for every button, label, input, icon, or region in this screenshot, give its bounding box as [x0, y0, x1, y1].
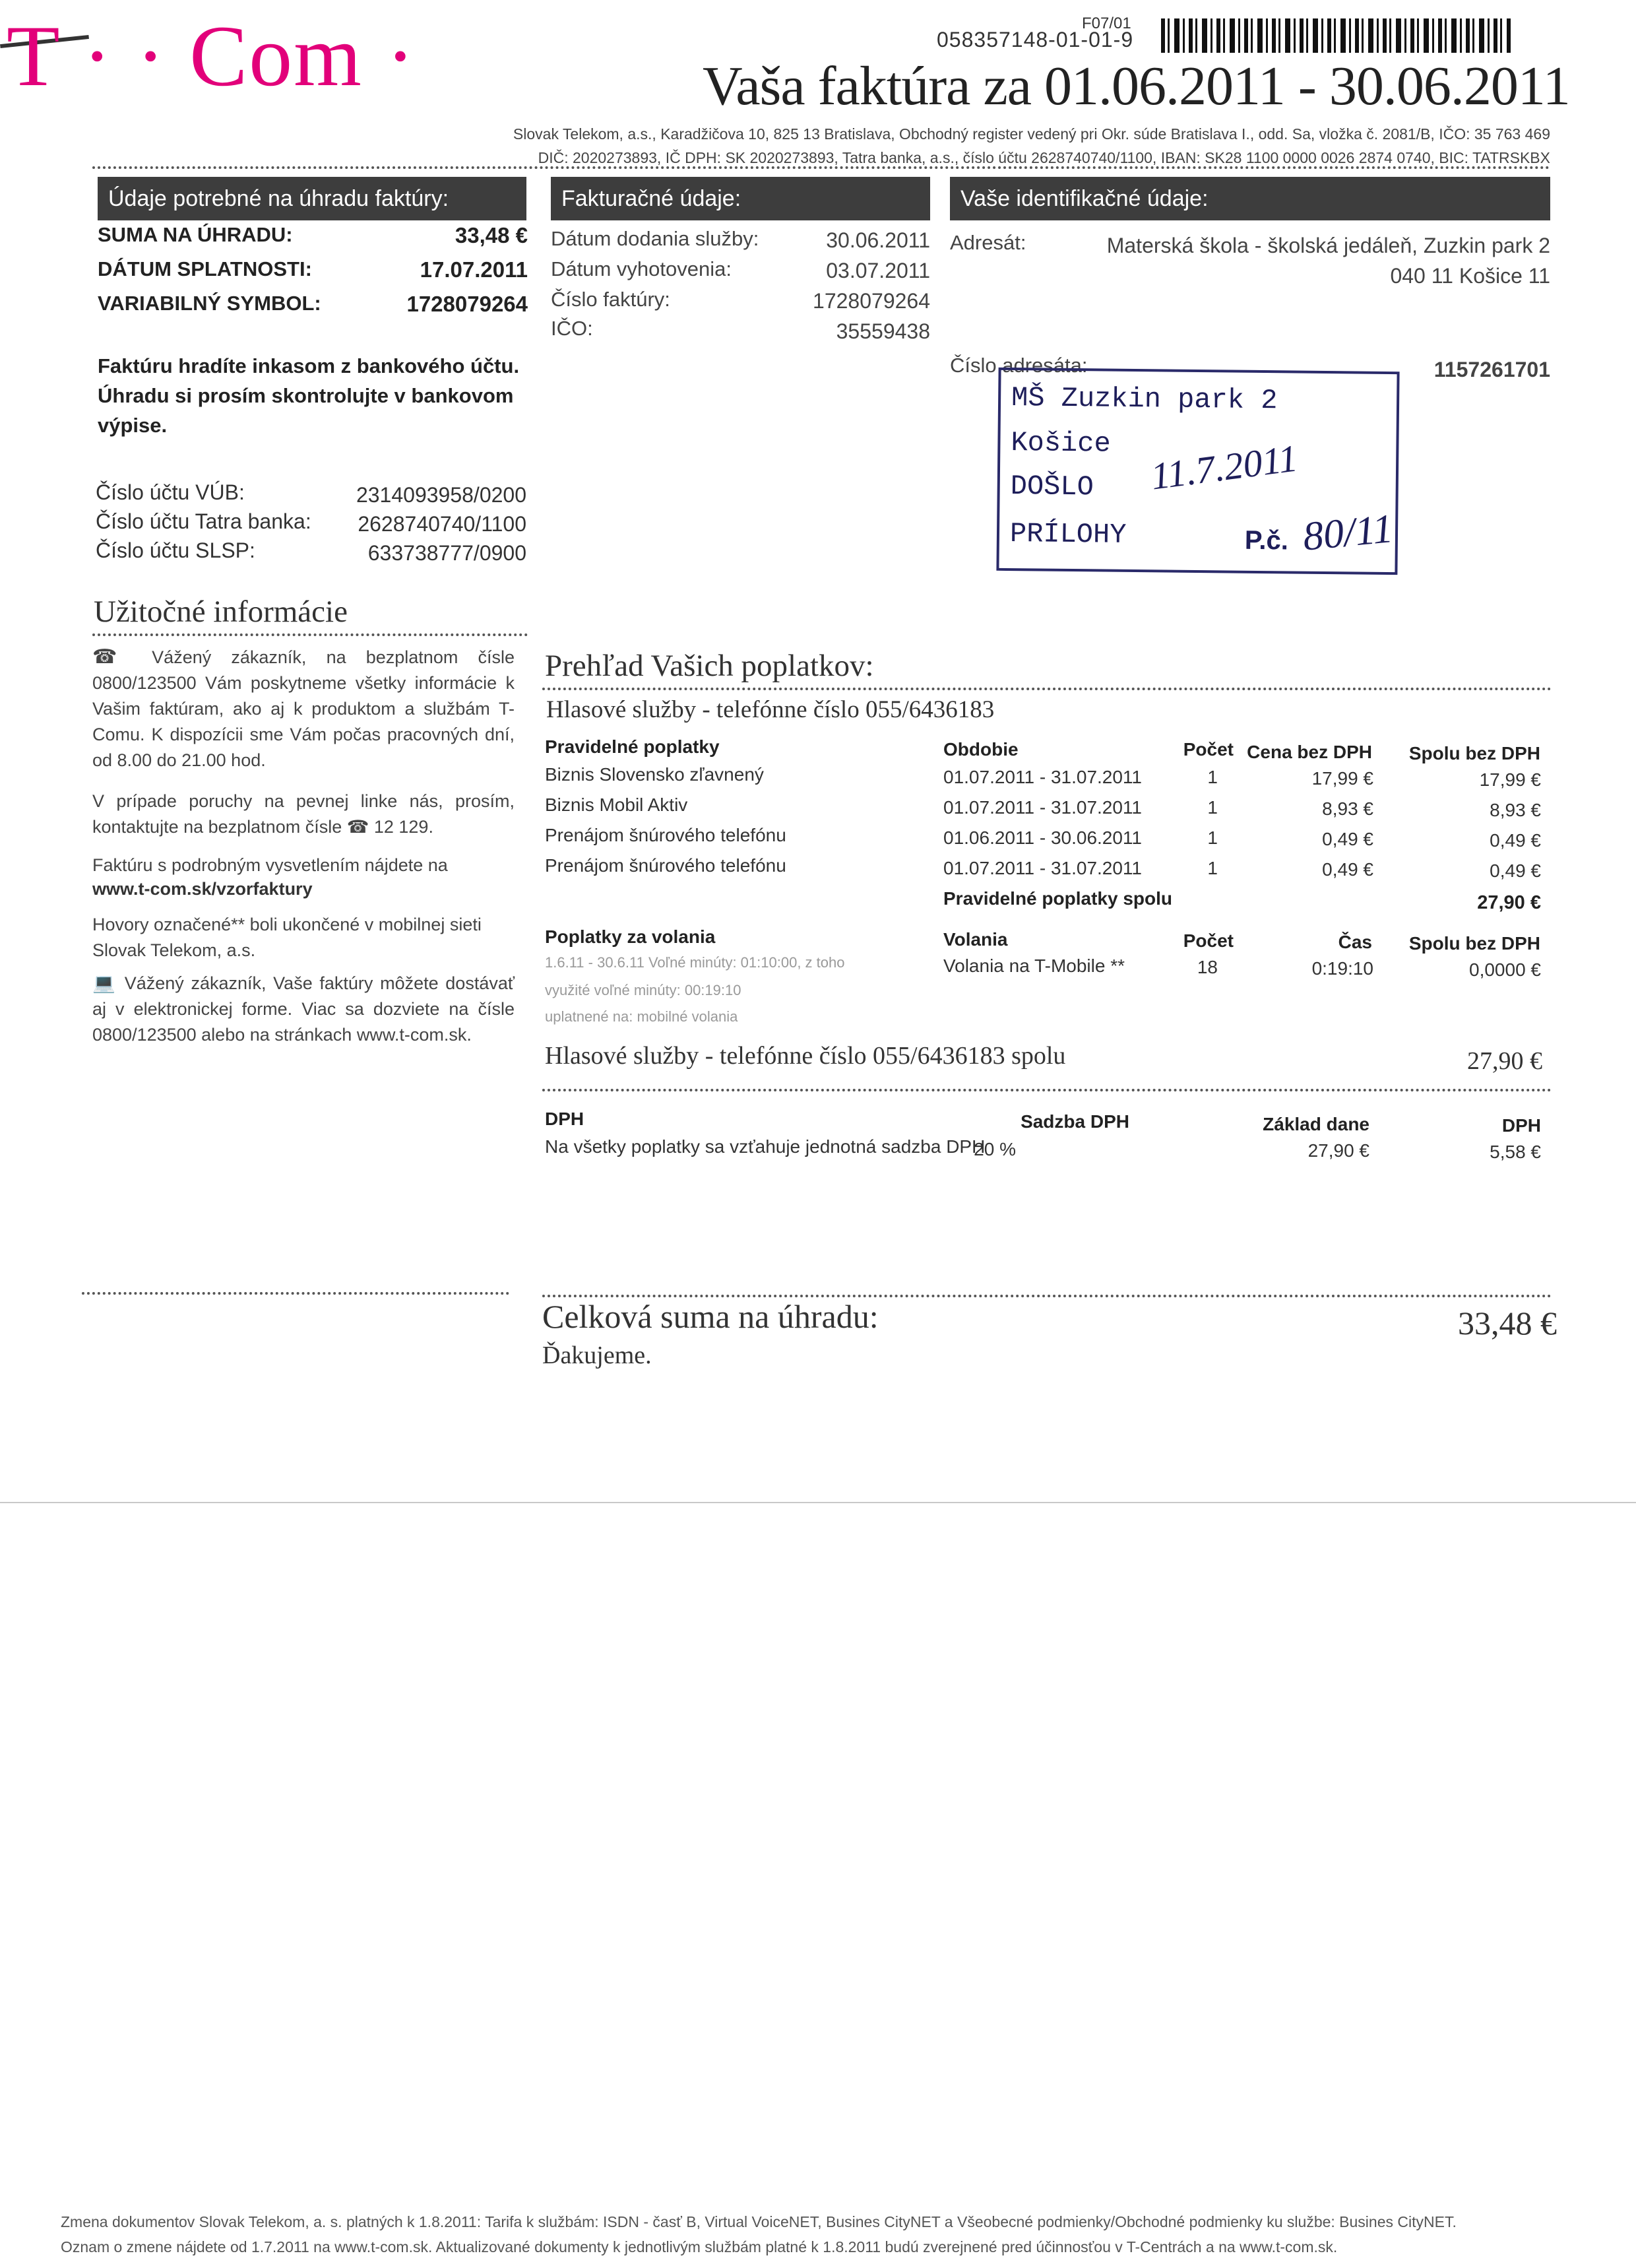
call-type: Volania na T-Mobile ** — [943, 956, 1125, 976]
stamp-line3: DOŠLO — [1010, 470, 1094, 503]
table-row — [545, 794, 1541, 824]
fee-total: 0,49 € — [1490, 830, 1541, 851]
billing-row-value: 03.07.2011 — [826, 259, 930, 282]
regular-header-price: Cena bez DPH — [1247, 742, 1372, 762]
info-divider — [92, 633, 528, 636]
fee-name: Prenájom šnúrového telefónu — [545, 855, 786, 876]
account-value: 633738777/0900 — [367, 541, 526, 565]
vat-header-rate: Sadzba DPH — [1021, 1111, 1129, 1132]
regular-header-name: Pravidelné poplatky — [545, 736, 720, 757]
fee-count: 1 — [1207, 827, 1218, 848]
vat-header-label: DPH — [545, 1109, 584, 1129]
logo-text: T · · Com · — [7, 7, 416, 104]
paper-fold-line — [0, 1502, 1636, 1503]
table-row — [545, 764, 1541, 793]
fee-price: 17,99 € — [1311, 768, 1373, 789]
fee-period: 01.07.2011 - 31.07.2011 — [943, 767, 1142, 787]
fee-price: 0,49 € — [1322, 859, 1373, 880]
billing-heading: Fakturačné údaje: — [551, 177, 930, 220]
fee-total: 0,49 € — [1490, 860, 1541, 881]
received-stamp — [996, 368, 1399, 575]
call-count: 18 — [1197, 957, 1218, 977]
service-total-label: Hlasové služby - telefónne číslo 055/6436183 spolu — [545, 1042, 1066, 1070]
info-text: Vážený zákazník, Vaše faktúry môžete dostávať aj v elektronickej forme. Viac sa dozviete na čísle 0800/123500 alebo na stránkach www.t-com.sk. — [92, 973, 515, 1045]
table-row — [545, 1136, 1541, 1165]
fee-price: 0,49 € — [1322, 829, 1373, 849]
payment-heading: Údaje potrebné na úhradu faktúry: — [98, 177, 526, 220]
regular-header-period: Obdobie — [943, 739, 1019, 760]
payment-row-label: SUMA NA ÚHRADU: — [98, 223, 293, 246]
service-total-value: 27,90 € — [1467, 1047, 1542, 1075]
vat-rate: 20 % — [974, 1139, 1016, 1159]
info-paragraph: Hovory označené** boli ukončené v mobilnej sieti Slovak Telekom, a.s. — [92, 915, 482, 960]
vat-note: Na všetky poplatky sa vzťahuje jednotná sadzba DPH — [545, 1136, 986, 1157]
left-bottom-divider — [82, 1292, 509, 1295]
grand-total-label: Celková suma na úhradu: — [542, 1298, 879, 1335]
document-number: 058357148-01-01-9 — [937, 28, 1134, 51]
identification-heading: Vaše identifikačné údaje: — [950, 177, 1550, 220]
payment-row-value: 17.07.2011 — [420, 257, 528, 282]
addressee-line1: Materská škola - školská jedáleň, Zuzkin park 2 — [1106, 234, 1550, 257]
header-divider — [92, 166, 1550, 169]
fee-count: 1 — [1207, 767, 1218, 787]
regular-total-value: 27,90 € — [1477, 892, 1541, 913]
company-info-line2: DIČ: 2020273893, IČ DPH: SK 2020273893, Tatra banka, a.s., číslo účtu 2628740740/1100, IBAN: SK28 1100 0000 0026 2874 0740, BIC: TATRSKBX — [538, 149, 1550, 166]
regular-header-total: Spolu bez DPH — [1408, 743, 1540, 763]
fee-count: 1 — [1207, 797, 1218, 818]
billing-row-value: 30.06.2011 — [826, 228, 930, 252]
company-info-line1: Slovak Telekom, a.s., Karadžičova 10, 825 13 Bratislava, Obchodný register vedený pri Okr. súde Bratislava I., odd. Sa, vložka č. 2081/B, IČO: 35 763 469 — [513, 125, 1550, 143]
account-label: Číslo účtu VÚB: — [96, 480, 245, 504]
call-time: 0:19:10 — [1311, 958, 1373, 979]
stamp-handwritten-date: 11.7.2011 — [1148, 436, 1300, 498]
vat-base: 27,90 € — [1307, 1140, 1369, 1161]
vat-amount: 5,58 € — [1490, 1142, 1541, 1162]
free-minutes-note: využité voľné minúty: 00:19:10 — [545, 982, 741, 998]
regular-total-label: Pravidelné poplatky spolu — [943, 888, 1172, 909]
tcom-logo — [0, 7, 462, 104]
info-paragraph — [92, 644, 515, 773]
billing-row-value: 1728079264 — [813, 289, 930, 313]
addressee-line2: 040 11 Košice 11 — [1390, 264, 1550, 288]
fee-name: Prenájom šnúrového telefónu — [545, 825, 786, 845]
stamp-pc-label: P.č. — [1244, 525, 1289, 556]
addressee-label: Adresát: — [950, 231, 1026, 254]
info-text: Vážený zákazník, na bezplatnom čísle 0800/123500 Vám poskytneme všetky informácie k Vašim faktúram, ako aj k produktom a službám T-Comu. K dispozícii sme Vám počas pracovných dní, od 8.00 do 21.00 hod. — [92, 647, 515, 770]
fee-name: Biznis Slovensko zľavnený — [545, 764, 764, 785]
calls-header-count: Počet — [1183, 930, 1234, 951]
fee-total: 8,93 € — [1490, 800, 1541, 820]
calls-header-name: Poplatky za volania — [545, 926, 716, 947]
phone-icon: ☎ — [92, 646, 133, 668]
info-heading: Užitočné informácie — [94, 595, 348, 629]
info-paragraph: Faktúru s podrobným vysvetlením nájdete na — [92, 855, 448, 875]
barcode — [1161, 18, 1511, 53]
computer-icon: 💻 — [92, 973, 118, 993]
account-label: Číslo účtu Tatra banka: — [96, 509, 311, 533]
fee-total: 17,99 € — [1479, 769, 1541, 790]
vzorfaktury-link[interactable]: www.t-com.sk/vzorfaktury — [92, 879, 313, 899]
fee-name: Biznis Mobil Aktiv — [545, 794, 688, 815]
billing-row-label: IČO: — [551, 317, 593, 340]
account-value: 2628740740/1100 — [358, 512, 526, 536]
calls-header-type: Volania — [943, 929, 1008, 950]
addressee-number-label: Číslo adresáta: — [950, 354, 1088, 377]
payment-note: Faktúru hradíte inkasom z bankového účtu. Úhradu si prosím skontrolujte v bankovom výpise. — [98, 354, 520, 437]
vat-header-base: Základ dane — [1263, 1114, 1369, 1134]
account-label: Číslo účtu SLSP: — [96, 538, 255, 562]
free-minutes-note: uplatnené na: mobilné volania — [545, 1008, 738, 1025]
billing-row-label: Číslo faktúry: — [551, 288, 670, 311]
overview-divider — [542, 688, 1552, 690]
billing-row-value: 35559438 — [836, 319, 930, 343]
payment-row-label: VARIABILNÝ SYMBOL: — [98, 292, 321, 315]
call-total: 0,0000 € — [1469, 959, 1541, 980]
stamp-line4: PRÍLOHY — [1009, 518, 1127, 551]
service-title: Hlasové služby - telefónne číslo 055/6436183 — [546, 696, 995, 723]
vat-header-amount: DPH — [1501, 1115, 1541, 1136]
stamp-line2: Košice — [1011, 427, 1111, 460]
calls-header-time: Čas — [1338, 932, 1372, 952]
fee-period: 01.07.2011 - 31.07.2011 — [943, 797, 1142, 818]
overview-heading: Prehľad Vašich poplatkov: — [545, 649, 874, 683]
footer-line2: Oznam o zmene nájdete od 1.7.2011 na www.t-com.sk. Aktualizované dokumenty k jednotlivým službám platné k 1.8.2011 budú zverejnené pred účinnosťou v T-Centrách a na www.t-com.sk. — [61, 2238, 1338, 2255]
info-paragraph: V prípade poruchy na pevnej linke nás, prosím, kontaktujte na bezplatnom čísle ☎ 12 129. — [92, 791, 515, 837]
table-row — [545, 855, 1541, 884]
billing-row-label: Dátum dodania služby: — [551, 227, 759, 250]
stamp-line1: MŠ Zuzkin park 2 — [1011, 382, 1278, 417]
table-row — [545, 825, 1541, 854]
calls-header-total: Spolu bez DPH — [1408, 933, 1540, 954]
payment-row-label: DÁTUM SPLATNOSTI: — [98, 257, 312, 280]
table-row — [943, 956, 1541, 985]
grand-total-value: 33,48 € — [1458, 1305, 1557, 1342]
stamp-handwritten-number: 80/11 — [1301, 506, 1395, 560]
addressee-number-value: 1157261701 — [1433, 358, 1550, 381]
info-paragraph — [92, 970, 515, 1048]
form-code: F07/01 — [1082, 15, 1131, 32]
invoice-title: Vaša faktúra za 01.06.2011 - 30.06.2011 — [703, 55, 1570, 117]
billing-row-label: Dátum vyhotovenia: — [551, 257, 732, 280]
fee-count: 1 — [1207, 858, 1218, 878]
payment-row-value: 33,48 € — [455, 223, 528, 247]
payment-row-value: 1728079264 — [406, 292, 528, 316]
account-value: 2314093958/0200 — [356, 483, 526, 507]
service-divider — [542, 1089, 1552, 1091]
free-minutes-note: 1.6.11 - 30.6.11 Voľné minúty: 01:10:00, z toho — [545, 954, 845, 971]
footer-line1: Zmena dokumentov Slovak Telekom, a. s. platných k 1.8.2011: Tarifa k službám: ISDN - časť B, Virtual VoiceNET, Busines CityNET a Všeobecné podmienky/Obchodné podmienky ku službe: Busines CityNET. — [61, 2213, 1457, 2230]
thanks-text: Ďakujeme. — [542, 1342, 652, 1369]
fee-period: 01.07.2011 - 31.07.2011 — [943, 858, 1142, 878]
regular-header-count: Počet — [1183, 739, 1234, 760]
fee-period: 01.06.2011 - 30.06.2011 — [943, 827, 1142, 848]
fee-price: 8,93 € — [1322, 798, 1373, 819]
